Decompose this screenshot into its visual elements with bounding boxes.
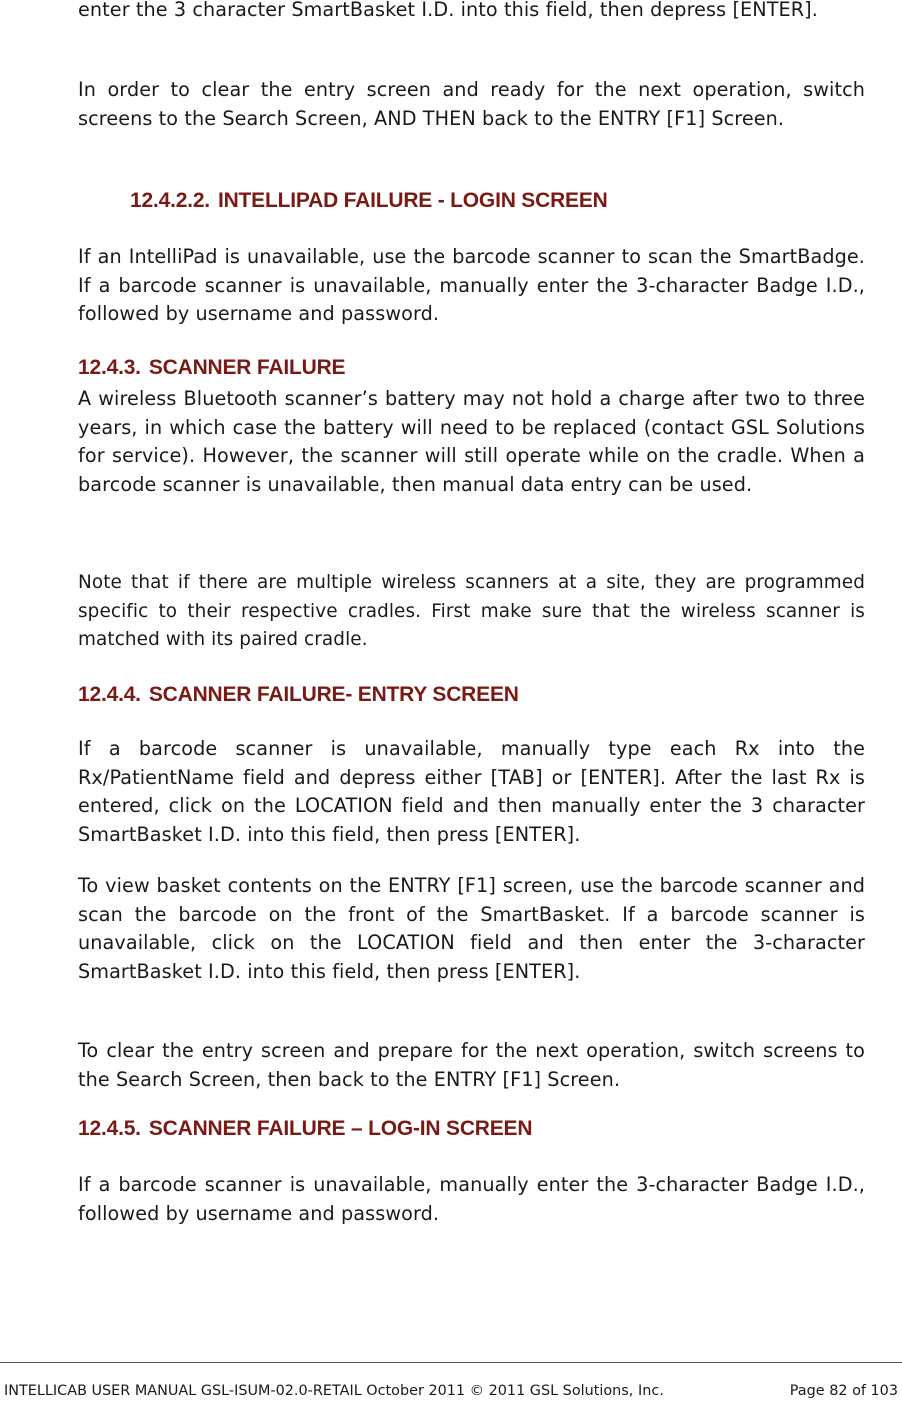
paragraph-bluetooth-battery: A wireless Bluetooth scanner’s battery may not hold a charge after two to three years, in which case the battery will need to be replaced (contact GSL Solutions for service). However, the scanner will still operate while on the cradle. When a barcode scanner is unavailable, then manual data entry can be used. <box>78 387 865 496</box>
heading-number: 12.4.4. <box>78 683 141 706</box>
heading-number: 12.4.3. <box>78 356 141 379</box>
paragraph-multiple-scanners-note: Note that if there are multiple wireless scanners at a site, they are programmed specific to their respective cradles. First make sure that the wireless scanner is matched with its paired cradle. <box>78 572 865 651</box>
paragraph-manual-badge-entry: If a barcode scanner is unavailable, manually enter the 3-character Badge I.D., followed by username and password. <box>78 1173 865 1225</box>
paragraph-manual-rx-entry: If a barcode scanner is unavailable, manually type each Rx into the Rx/PatientName field and depress either [TAB] or [ENTER]. After the last Rx is entered, click on the LOCATION field and then manually enter the 3 character SmartBasket I.D. into this field, then press [ENTER]. <box>78 737 865 846</box>
paragraph-intellipad-failure: If an IntelliPad is unavailable, use the barcode scanner to scan the SmartBadge. If a barcode scanner is unavailable, manually enter the 3-character Badge I.D., followed by username and password. <box>78 245 865 326</box>
heading-title: INTELLIPAD FAILURE - LOGIN SCREEN <box>217 189 608 212</box>
paragraph-continuation: enter the 3 character SmartBasket I.D. into this field, then depress [ENTER]. <box>78 0 818 21</box>
heading-title: SCANNER FAILURE- ENTRY SCREEN <box>148 683 519 706</box>
heading-scanner-failure <box>78 355 345 381</box>
paragraph-view-basket-contents: To view basket contents on the ENTRY [F1] screen, use the barcode scanner and scan the barcode on the front of the SmartBasket. If a barcode scanner is unavailable, click on the LOCATION field and then enter the 3-character SmartBasket I.D. into this field, then press [ENTER]. <box>78 874 865 983</box>
heading-number: 12.4.2.2. <box>130 189 210 212</box>
paragraph-clear-entry-switch: To clear the entry screen and prepare for the next operation, switch screens to the Search Screen, then back to the ENTRY [F1] Screen. <box>78 1039 865 1091</box>
heading-scanner-failure-entry <box>78 682 519 708</box>
heading-title: SCANNER FAILURE – LOG-IN SCREEN <box>148 1117 533 1140</box>
paragraph-clear-entry-screen: In order to clear the entry screen and ready for the next operation, switch screens to the Search Screen, AND THEN back to the ENTRY [F1] Screen. <box>78 78 865 130</box>
heading-number: 12.4.5. <box>78 1117 141 1140</box>
heading-intellipad-failure-login <box>130 188 608 214</box>
footer-page-number: Page 82 of 103 <box>789 1383 898 1399</box>
heading-scanner-failure-login <box>78 1116 532 1142</box>
heading-title: SCANNER FAILURE <box>148 356 346 379</box>
footer-document-info: INTELLICAB USER MANUAL GSL-ISUM-02.0-RETAIL October 2011 © 2011 GSL Solutions, Inc. <box>4 1383 664 1399</box>
footer-divider <box>0 1362 902 1363</box>
